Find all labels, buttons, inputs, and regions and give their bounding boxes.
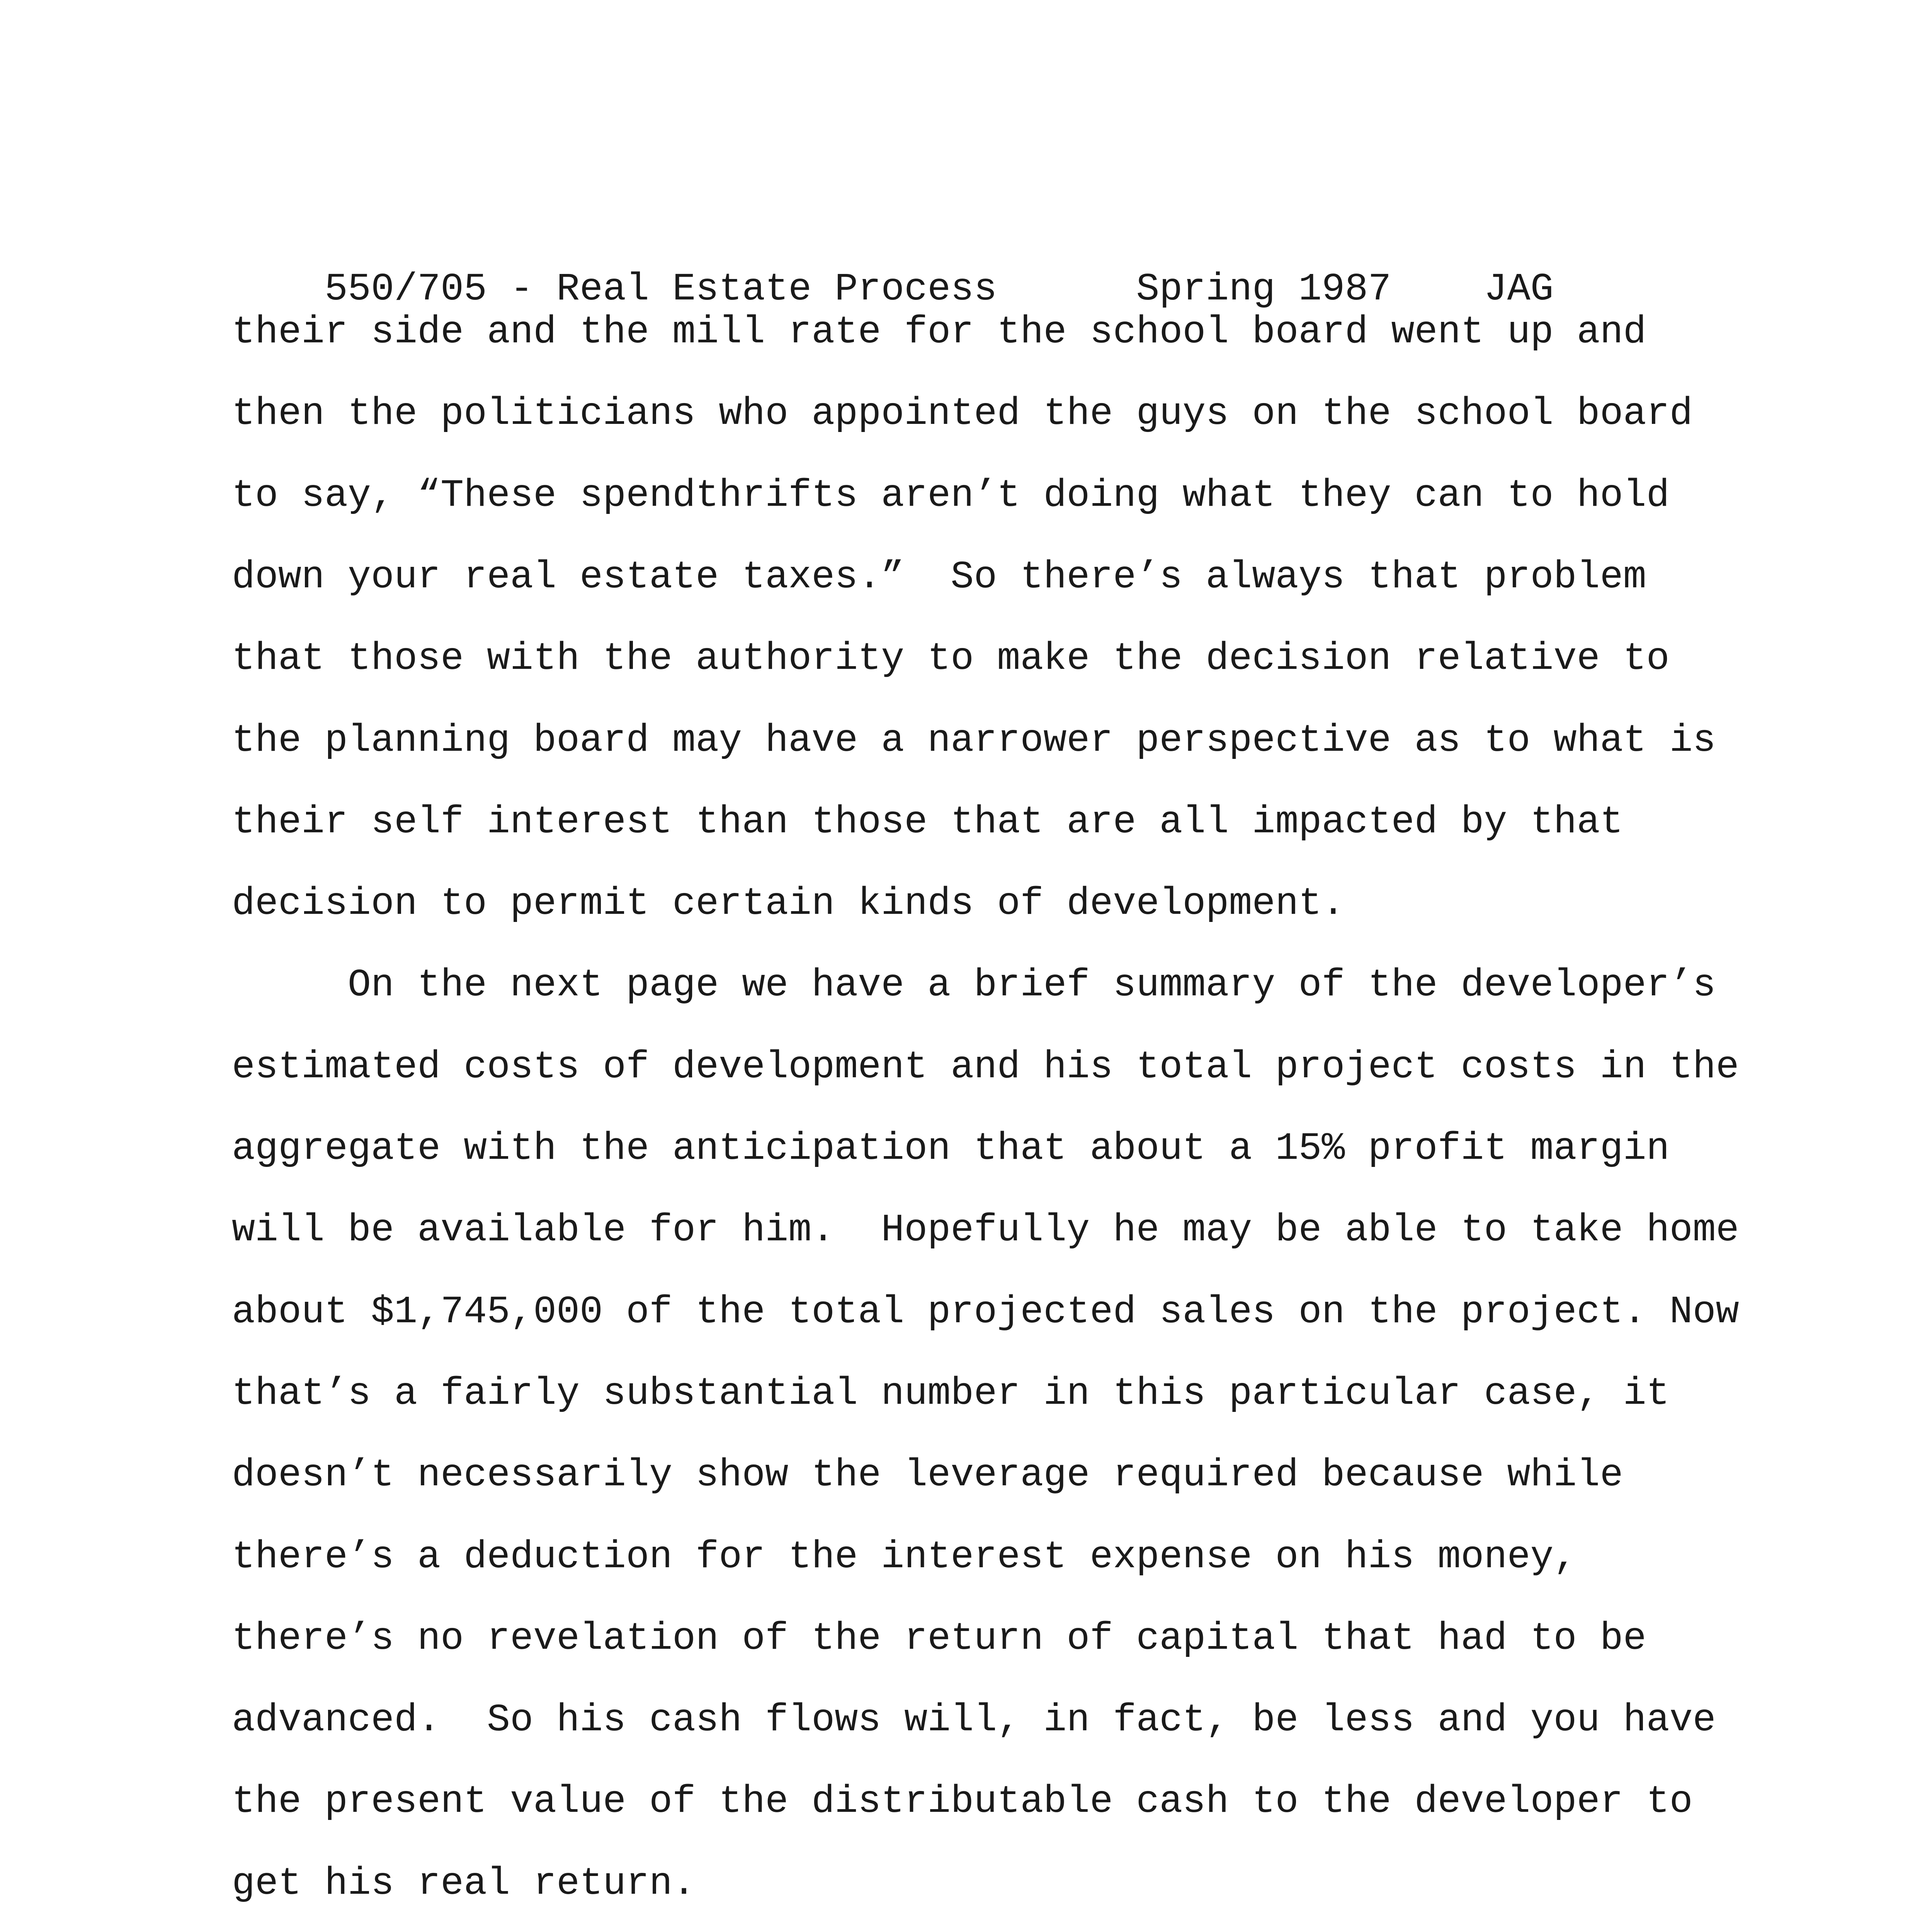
text-line: On the next page we have a brief summary of the developer’s: [232, 964, 1716, 1007]
text-line: their self interest than those that are all impacted by that: [232, 801, 1623, 844]
text-line: advanced. So his cash flows will, in fact, be less and you have: [232, 1699, 1716, 1742]
header-initials: JAG: [1484, 268, 1554, 311]
text-line: the present value of the distributable cash to the developer to: [232, 1780, 1693, 1824]
text-line: that those with the authority to make the decision relative to: [232, 637, 1670, 681]
text-line: about $1,745,000 of the total projected sales on the project. Now: [232, 1291, 1739, 1334]
text-line: down your real estate taxes.” So there’s always that problem: [232, 556, 1646, 599]
text-line: then the politicians who appointed the guys on the school board: [232, 392, 1693, 436]
header-term: Spring 1987: [1136, 268, 1391, 311]
text-line: to say, “These spendthrifts aren’t doing what they can to hold: [232, 474, 1670, 518]
text-line: their side and the mill rate for the school board went up and: [232, 311, 1646, 354]
text-line: that’s a fairly substantial number in this particular case, it: [232, 1372, 1670, 1416]
text-line: doesn’t necessarily show the leverage required because while: [232, 1454, 1623, 1497]
text-line: there’s a deduction for the interest expense on his money,: [232, 1536, 1577, 1579]
text-line: will be available for him. Hopefully he may be able to take home: [232, 1209, 1739, 1252]
text-line: the planning board may have a narrower perspective as to what is: [232, 719, 1716, 763]
text-line: estimated costs of development and his total project costs in the: [232, 1046, 1739, 1089]
header-course: 550/705 - Real Estate Process: [325, 268, 997, 311]
text-line: there’s no revelation of the return of capital that had to be: [232, 1617, 1646, 1661]
text-line: aggregate with the anticipation that about a 15% profit margin: [232, 1127, 1670, 1171]
text-line: get his real return.: [232, 1862, 696, 1906]
text-line: decision to permit certain kinds of development.: [232, 882, 1345, 926]
